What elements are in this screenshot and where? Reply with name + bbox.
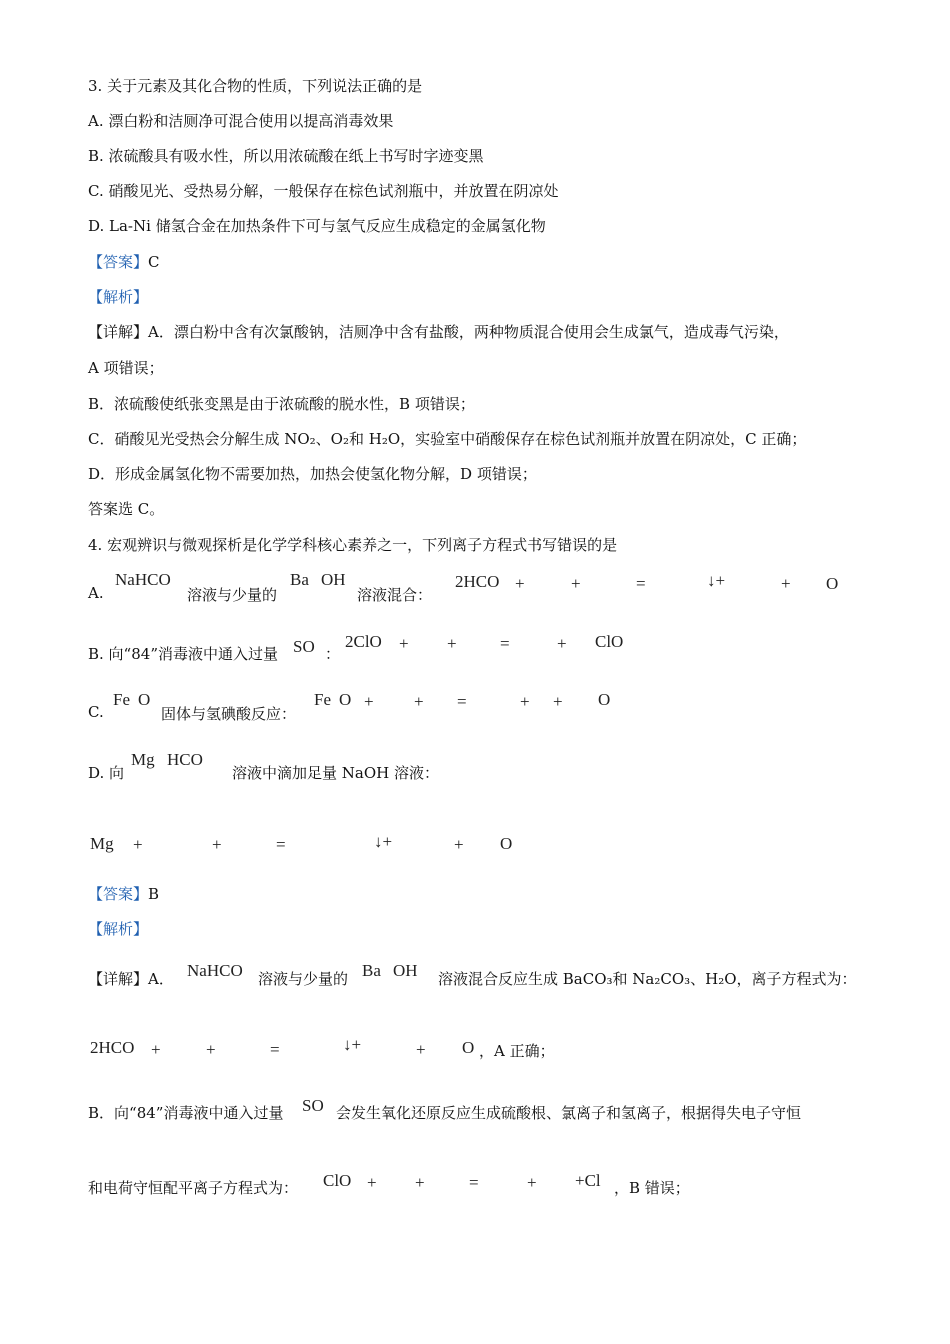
eq-o: O <box>339 690 352 709</box>
eq-equal: = <box>270 1040 280 1059</box>
eq-plus: + <box>520 692 530 711</box>
option-b-colon: ： <box>325 645 341 663</box>
q3-option-b: B. 浓硫酸具有吸水性，所以用浓硫酸在纸上书写时字迹变黑 <box>88 147 484 165</box>
q3-option-d: D. La-Ni 储氢合金在加热条件下可与氢气反应生成稳定的金属氢化物 <box>88 217 546 235</box>
eq-plus: + <box>781 574 791 593</box>
eq-plus-cl: +Cl <box>575 1171 601 1190</box>
eq-water-o: O <box>598 690 611 709</box>
option-d-text: 溶液中滴加足量 NaOH 溶液： <box>232 764 439 782</box>
eq-plus: + <box>557 634 567 653</box>
eq-plus: + <box>447 634 457 653</box>
formula-oh: OH <box>321 570 346 589</box>
eq-equal: = <box>276 835 286 854</box>
q4-analysis-tag: 【解析】 <box>88 920 149 938</box>
eq-precipitate-arrow: ↓+ <box>374 832 393 851</box>
formula-o: O <box>138 690 151 709</box>
option-b-label: B. 向“84”消毒液中通入过量 <box>88 645 278 663</box>
eq-equal: = <box>457 692 467 711</box>
detail-b-line-2: 和电荷守恒配平离子方程式为： <box>88 1179 299 1197</box>
eq-plus: + <box>571 574 581 593</box>
eq-equal: = <box>636 574 646 593</box>
eq-2hco3: 2HCO <box>455 572 500 591</box>
formula-ba: Ba <box>362 961 381 980</box>
eq-plus: + <box>414 692 424 711</box>
eq-plus: + <box>553 692 563 711</box>
formula-ba: Ba <box>290 570 309 589</box>
eq-plus: + <box>415 1173 425 1192</box>
q3-detail-d: D．形成金属氢化物不需要加热，加热会使氢化物分解，D 项错误； <box>88 465 537 483</box>
formula-mg: Mg <box>131 750 155 769</box>
eq-water-o: O <box>462 1038 475 1057</box>
q3-option-c: C. 硝酸见光、受热易分解，一般保存在棕色试剂瓶中，并放置在阴凉处 <box>88 182 559 200</box>
eq-plus: + <box>206 1040 216 1059</box>
eq-precipitate-arrow: ↓+ <box>343 1035 362 1054</box>
eq-plus: + <box>133 835 143 854</box>
detail-b-tail: ，B 错误； <box>614 1179 690 1197</box>
formula-nahco3: NaHCO <box>115 570 171 589</box>
eq-clo: ClO <box>595 632 624 651</box>
eq-2hco3: 2HCO <box>90 1038 135 1057</box>
option-d-label: D. 向 <box>88 764 125 782</box>
eq-plus: + <box>367 1173 377 1192</box>
detail-lead <box>88 968 174 989</box>
eq-equal: = <box>500 634 510 653</box>
answer-value: C <box>148 253 160 271</box>
eq-mg: Mg <box>90 834 114 853</box>
option-a-text-1: 溶液与少量的 <box>187 586 278 604</box>
eq-plus: + <box>416 1040 426 1059</box>
detail-a-text-1: 溶液与少量的 <box>258 970 349 988</box>
option-a-text-2: 溶液混合： <box>357 586 433 604</box>
eq-fe: Fe <box>314 690 331 709</box>
eq-water-o: O <box>826 574 839 593</box>
q3-conclusion: 答案选 C。 <box>88 500 165 518</box>
q3-option-a: A. 漂白粉和洁厕净可混合使用以提高消毒效果 <box>88 112 394 130</box>
eq-plus: + <box>527 1173 537 1192</box>
eq-equal: = <box>469 1173 479 1192</box>
eq-plus: + <box>151 1040 161 1059</box>
eq-plus: + <box>454 835 464 854</box>
eq-precipitate-arrow: ↓+ <box>707 571 726 590</box>
eq-2clo: 2ClO <box>345 632 382 651</box>
detail-a-lead: A． <box>148 970 174 988</box>
option-a-label: A. <box>88 584 104 602</box>
formula-oh: OH <box>393 961 418 980</box>
formula-so2: SO <box>293 637 315 656</box>
q3-detail-a-cont: A 项错误； <box>88 359 164 377</box>
q4-answer <box>88 884 159 904</box>
detail-b-lead: B．向“84”消毒液中通入过量 <box>88 1104 284 1122</box>
detail-b-text-1: 会发生氧化还原反应生成硫酸根、氯离子和氢离子，根据得失电子守恒 <box>336 1104 802 1122</box>
formula-fe: Fe <box>113 690 130 709</box>
answer-tag: 【答案】 <box>88 253 149 271</box>
option-c-label: C. <box>88 703 104 721</box>
detail-tag: 【详解】 <box>88 323 149 341</box>
q3-answer <box>88 252 160 272</box>
formula-hco3: HCO <box>167 750 203 769</box>
detail-a-text-2: 溶液混合反应生成 BaCO₃和 Na₂CO₃、H₂O，离子方程式为： <box>438 970 857 988</box>
answer-value: B <box>148 885 160 903</box>
option-c-text: 固体与氢碘酸反应： <box>161 705 297 723</box>
answer-tag: 【答案】 <box>88 885 149 903</box>
q3-detail-a <box>88 322 789 342</box>
question-4-stem: 4. 宏观辨识与微观探析是化学学科核心素养之一，下列离子方程式书写错误的是 <box>88 536 618 554</box>
q3-analysis-tag: 【解析】 <box>88 288 149 306</box>
eq-plus: + <box>515 574 525 593</box>
eq-plus: + <box>399 634 409 653</box>
q3-detail-b: B．浓硫酸使纸张变黑是由于浓硫酸的脱水性，B 项错误； <box>88 395 475 413</box>
q3-detail-c: C．硝酸见光受热会分解生成 NO₂、O₂和 H₂O，实验室中硝酸保存在棕色试剂瓶并放置在阴凉处，C 正确； <box>88 430 807 448</box>
question-3-stem: 3. 关于元素及其化合物的性质，下列说法正确的是 <box>88 77 423 95</box>
eq-plus: + <box>212 835 222 854</box>
formula-nahco3: NaHCO <box>187 961 243 980</box>
formula-so2: SO <box>302 1096 324 1115</box>
detail-tag: 【详解】 <box>88 970 149 988</box>
eq-plus: + <box>364 692 374 711</box>
detail-a-text: A．漂白粉中含有次氯酸钠，洁厕净中含有盐酸，两种物质混合使用会生成氯气，造成毒气污染， <box>148 323 789 341</box>
detail-a-tail: ，A 正确； <box>479 1042 555 1060</box>
eq-water-o: O <box>500 834 513 853</box>
eq-clo: ClO <box>323 1171 352 1190</box>
